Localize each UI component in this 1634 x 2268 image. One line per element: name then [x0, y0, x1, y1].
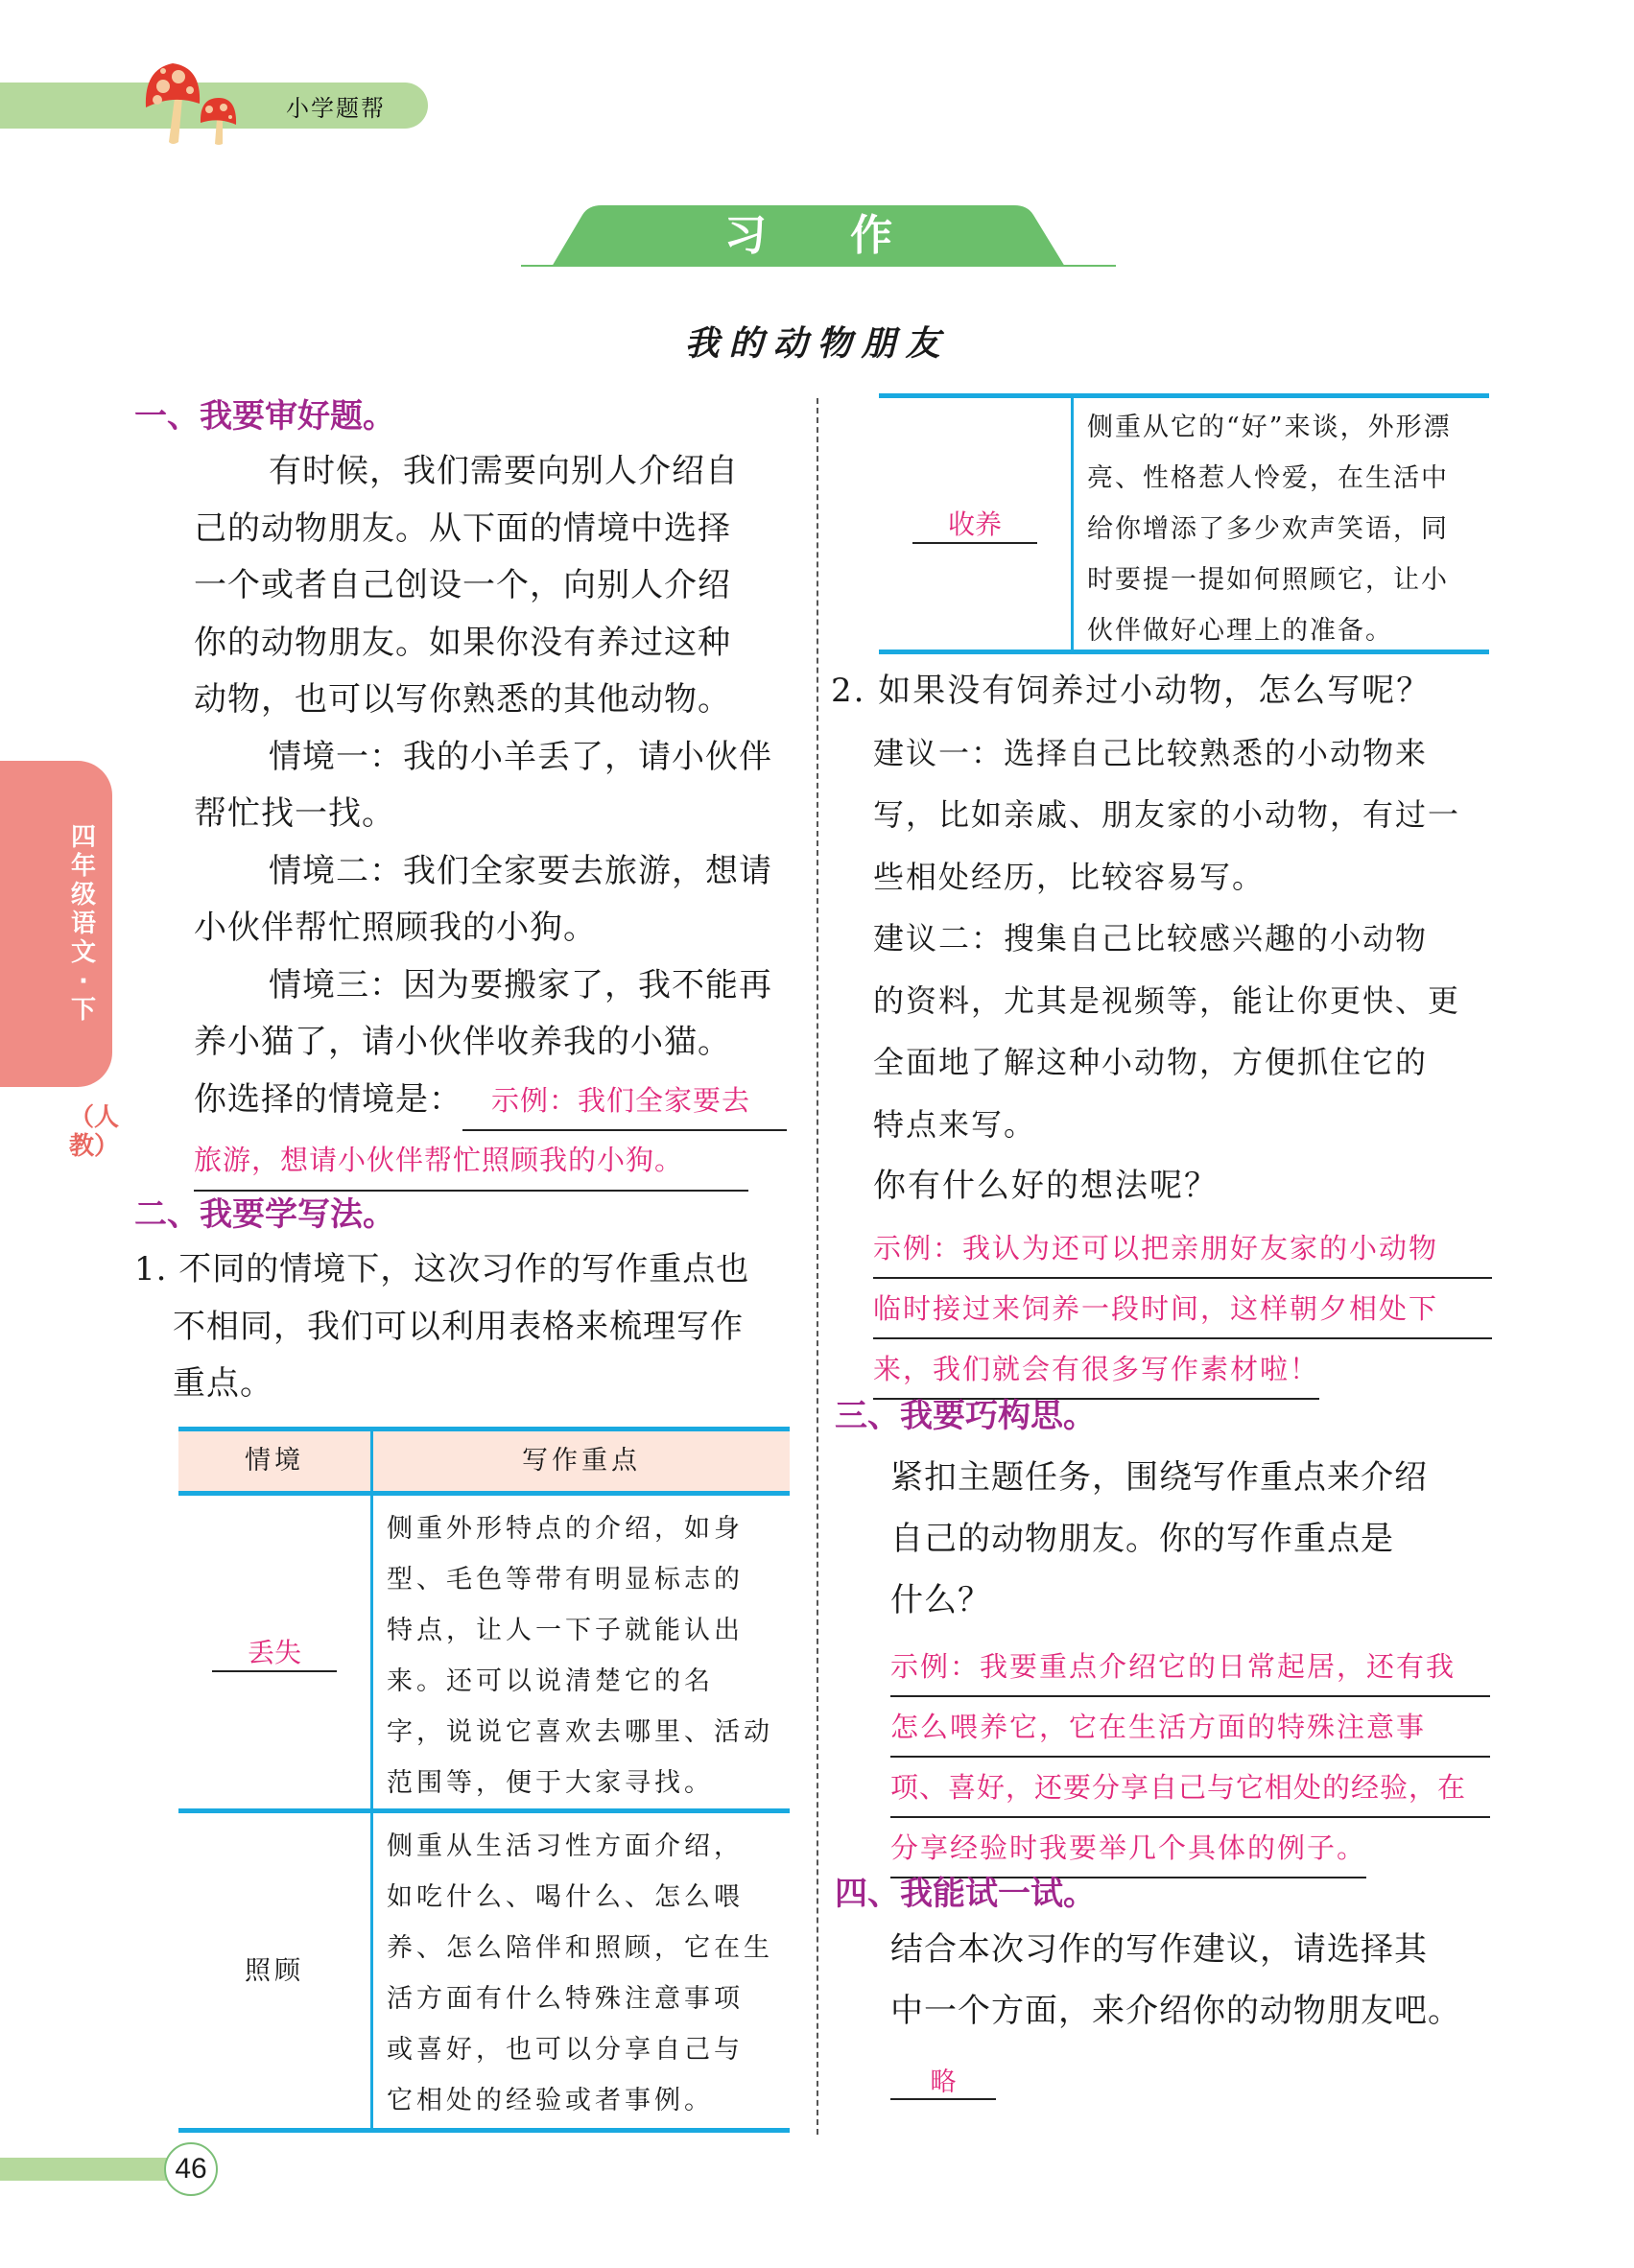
grade-label: 四年级语文·下 — [70, 823, 96, 1025]
table-header-focus: 写作重点 — [522, 1446, 641, 1476]
table-cell: 照顾 — [245, 1955, 304, 1986]
text-line: 不相同，我们可以利用表格来梳理写作 — [173, 1307, 744, 1346]
section3-heading: 三、我要巧构思。 — [835, 1397, 1096, 1435]
table-cell — [373, 1813, 790, 2128]
table-cell — [373, 1496, 790, 1808]
text-line: 活方面有什么特殊注意事项 — [387, 1984, 744, 2014]
situation-prompt: 你选择的情境是： — [194, 1079, 462, 1119]
page-subtitle: 我的动物朋友 — [684, 323, 950, 364]
table-row — [178, 1813, 790, 2128]
scenario-2: 小伙伴帮忙照顾我的小狗。 — [194, 909, 597, 947]
section3-text — [890, 1447, 1504, 1631]
table-cell — [879, 398, 1071, 650]
section-title: 习 作 — [723, 211, 928, 260]
text-line: 侧重外形特点的介绍，如身 — [387, 1514, 744, 1544]
text-line: 给你增添了多少欢声笑语，同 — [1087, 514, 1449, 544]
idea-prompt: 你有什么好的想法呢？ — [873, 1167, 1219, 1205]
section1-heading: 一、我要审好题。 — [134, 397, 395, 436]
text-line: 2. 如果没有饲养过小动物，怎么写呢？ — [831, 672, 1432, 710]
suggestion-2: 特点来写。 — [873, 1105, 1037, 1143]
section2-heading: 二、我要学写法。 — [134, 1195, 395, 1234]
text-line: 来。还可以说清楚它的名 — [387, 1666, 714, 1696]
text-line: 你的动物朋友。如果你没有养过这种 — [194, 623, 731, 662]
text-line: 伙伴做好心理上的准备。 — [1087, 616, 1393, 646]
suggestion-1: 写，比如亲戚、朋友家的小动物，有过一 — [873, 796, 1461, 833]
text-line: 中一个方面，来介绍你的动物朋友吧。 — [890, 1992, 1461, 2030]
text-line: 自己的动物朋友。你的写作重点是 — [890, 1520, 1394, 1558]
text-line: 侧重从它的“好”来谈，外形漂 — [1087, 413, 1452, 442]
edition-label: （人教） — [69, 1103, 120, 1161]
text-line: 特点，让人一下子就能认出 — [387, 1616, 744, 1645]
answer-line: 项、喜好，还要分享自己与它相处的经验，在 — [890, 1760, 1490, 1818]
mushroom-icon — [144, 59, 203, 146]
scenario-2: 情境二：我们全家要去旅游，想请 — [269, 851, 772, 890]
text-line: 侧重从生活习性方面介绍， — [387, 1831, 744, 1861]
question-2 — [831, 660, 1503, 1217]
table-cell — [1074, 398, 1489, 650]
text-line: 字，说说它喜欢去哪里、活动 — [387, 1717, 773, 1747]
scenario-1: 情境一：我的小羊丢了，请小伙伴 — [269, 737, 772, 776]
section4-answer: 略 — [890, 2061, 996, 2100]
situation-answer: 收养 — [912, 504, 1037, 544]
question-1 — [134, 1241, 806, 1413]
section3-answer — [890, 1639, 1490, 1880]
text-line: 型、毛色等带有明显标志的 — [387, 1565, 744, 1595]
brand-name: 小学题帮 — [286, 95, 386, 122]
table-row — [879, 398, 1489, 650]
table-rule — [178, 2128, 790, 2133]
page-number: 46 — [164, 2142, 218, 2196]
text-line: 范围等，便于大家寻找。 — [387, 1768, 714, 1798]
text-line: 紧扣主题任务，围绕写作重点来介绍 — [890, 1458, 1428, 1497]
answer-line: 示例：我认为还可以把亲朋好友家的小动物 — [873, 1220, 1492, 1279]
suggestion-2: 建议二：搜集自己比较感兴趣的小动物 — [873, 920, 1429, 957]
table-row — [178, 1496, 790, 1808]
answer-line: 分享经验时我要举几个具体的例子。 — [890, 1820, 1366, 1878]
scenario-3: 养小猫了，请小伙伴收养我的小猫。 — [194, 1023, 731, 1061]
situation-answer-row2 — [134, 1131, 796, 1192]
text-line: 重点。 — [173, 1364, 273, 1403]
answer-line: 来，我们就会有很多写作素材啦！ — [873, 1341, 1319, 1400]
situation-answer: 示例：我们全家要去 — [462, 1073, 787, 1132]
scenario-3: 情境三：因为要搬家了，我不能再 — [269, 965, 772, 1004]
situation-answer: 旅游，想请小伙伴帮忙照顾我的小狗。 — [194, 1132, 748, 1192]
text-line: 如吃什么、喝什么、怎么喂 — [387, 1882, 744, 1912]
table-header-row — [178, 1431, 790, 1491]
situation-answer: 丢失 — [212, 1632, 337, 1672]
text-line: 养、怎么陪伴和照顾，它在生 — [387, 1933, 773, 1963]
writing-focus-table — [178, 1427, 790, 2133]
text-line: 它相处的经验或者事例。 — [387, 2086, 714, 2115]
text-line: 己的动物朋友。从下面的情境中选择 — [194, 508, 731, 548]
section1-intro — [134, 443, 796, 1192]
answer-line: 示例：我要重点介绍它的日常起居，还有我 — [890, 1639, 1490, 1697]
text-line: 什么？ — [890, 1581, 991, 1619]
section4-text — [890, 1919, 1504, 2042]
text-line: 结合本次习作的写作建议，请选择其 — [890, 1930, 1428, 1969]
suggestion-1: 些相处经历，比较容易写。 — [873, 858, 1266, 895]
mushroom-icon — [200, 96, 238, 146]
section4-answer-row — [890, 2061, 996, 2100]
text-line: 动物，也可以写你熟悉的其他动物。 — [194, 680, 731, 719]
table-header-situation: 情境 — [245, 1446, 304, 1476]
writing-focus-table-continued — [879, 393, 1489, 654]
text-line: 亮、性格惹人怜爱，在生活中 — [1087, 463, 1449, 493]
section4-heading: 四、我能试一试。 — [835, 1875, 1096, 1913]
suggestion-2: 全面地了解这种小动物，方便抓住它的 — [873, 1044, 1429, 1080]
text-line: 或喜好，也可以分享自己与 — [387, 2035, 744, 2065]
answer-line: 怎么喂养它，它在生活方面的特殊注意事 — [890, 1699, 1490, 1758]
suggestion-2: 的资料，尤其是视频等，能让你更快、更 — [873, 981, 1461, 1019]
text-line: 时要提一提如何照顾它，让小 — [1087, 565, 1449, 595]
text-line: 1. 不同的情境下，这次习作的写作重点也 — [134, 1250, 750, 1288]
text-line: 有时候，我们需要向别人介绍自 — [269, 452, 739, 490]
answer-line: 临时接过来饲养一段时间，这样朝夕相处下 — [873, 1281, 1492, 1339]
situation-choice-row — [134, 1072, 796, 1132]
footer-bar — [0, 2158, 173, 2181]
idea-answer — [873, 1220, 1492, 1402]
scenario-1: 帮忙找一找。 — [194, 794, 395, 833]
suggestion-1: 建议一：选择自己比较熟悉的小动物来 — [873, 734, 1429, 771]
text-line: 一个或者自己创设一个，向别人介绍 — [194, 566, 731, 604]
table-cell — [178, 1496, 370, 1808]
column-divider — [817, 398, 818, 2135]
